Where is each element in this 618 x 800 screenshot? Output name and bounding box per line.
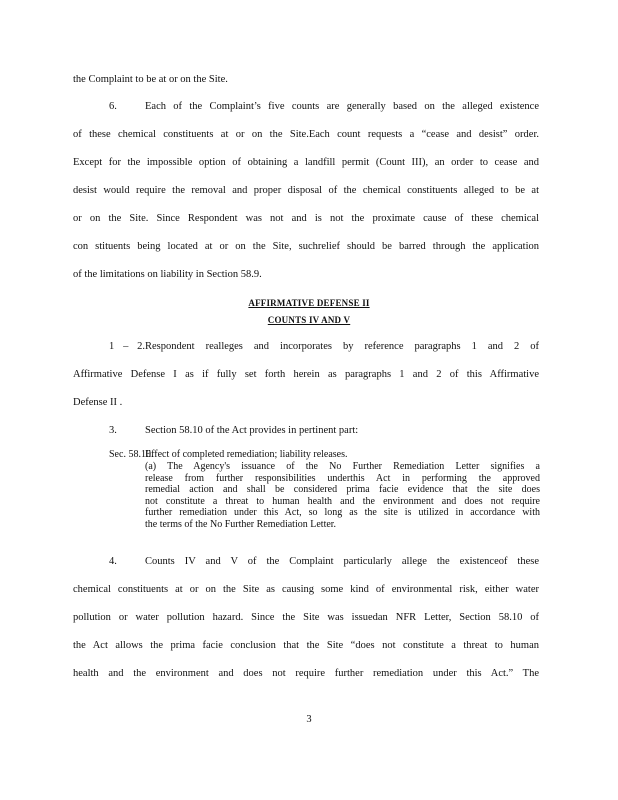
paragraph-number: 3. — [109, 425, 117, 436]
paragraph-text: Counts IV and V of the Complaint particularly allege the existenceof these — [145, 556, 539, 567]
paragraph-1-2-line: Affirmative Defense I as if fully set forth herein as paragraphs 1 and 2 of this Affirmative — [73, 369, 539, 380]
paragraph-6-line: of the limitations on liability in Section 58.9. — [73, 269, 262, 280]
paragraph-6-line: desist would require the removal and proper disposal of the chemical constituents alleged to be at — [73, 185, 539, 196]
statute-quote-line: the terms of the No Further Remediation Letter. — [145, 518, 337, 530]
statute-quote-line: remedial action and shall be considered prima facie evidence that the site does — [145, 484, 540, 495]
paragraph-number: 1 – 2. — [109, 341, 145, 352]
statute-quote-line: further remediation under this Act, so long as the site is utilized in accordance with — [145, 507, 540, 518]
paragraph-4-line: health and the environment and does not require further remediation under this Act.” The — [73, 668, 539, 679]
paragraph-number: 4. — [109, 556, 117, 567]
paragraph-1-2-line: Defense II . — [73, 397, 123, 408]
paragraph-text: Respondent realleges and incorporates by reference paragraphs 1 and 2 of — [145, 341, 539, 352]
paragraph-6-line — [109, 100, 539, 114]
statute-section-label: Sec. 58.10. — [109, 449, 154, 460]
section-subheading — [0, 314, 618, 326]
paragraph-4-line — [109, 555, 539, 569]
paragraph-4-line: chemical constituents at or on the Site as causing some kind of environmental risk, either water — [73, 584, 539, 595]
paragraph-6-line: Except for the impossible option of obtaining a landfill permit (Count III), an order to cease and — [73, 157, 539, 168]
statute-section-title: Effect of completed remediation; liability releases. — [145, 449, 348, 460]
page-number: 3 — [306, 714, 312, 725]
heading-title: AFFIRMATIVE DEFENSE II — [248, 298, 370, 308]
paragraph-4-line: pollution or water pollution hazard. Since the Site was issuedan NFR Letter, Section 58.10 of — [73, 612, 539, 623]
statute-quote-line: not constitute a threat to human health and the environment and does not require — [145, 495, 540, 507]
paragraph-4-line: the Act allows the prima facie conclusion that the Site “does not constitute a threat to human — [73, 640, 539, 651]
paragraph-3-line — [109, 424, 539, 438]
section-heading — [0, 297, 618, 309]
paragraph-text: Each of the Complaint’s five counts are generally based on the alleged existence — [145, 101, 539, 112]
paragraph-6-line: con stituents being located at or on the Site, suchrelief should be barred through the application — [73, 241, 539, 252]
paragraph-6-line: or on the Site. Since Respondent was not and is not the proximate cause of these chemical — [73, 213, 539, 224]
statute-quote-line: (a) The Agency's issuance of the No Further Remediation Letter signifies a — [145, 461, 540, 472]
paragraph-number: 6. — [109, 101, 117, 112]
paragraph-continuation: the Complaint to be at or on the Site. — [73, 74, 228, 85]
paragraph-6-line: of these chemical constituents at or on the Site.Each count requests a “cease and desist” order. — [73, 129, 539, 140]
heading-subtitle: COUNTS IV AND V — [267, 315, 351, 325]
paragraph-text: Section 58.10 of the Act provides in pertinent part: — [145, 425, 359, 436]
statute-quote-line: release from further responsibilities underthis Act in performing the approved — [145, 472, 540, 484]
paragraph-1-2-line — [109, 340, 539, 354]
